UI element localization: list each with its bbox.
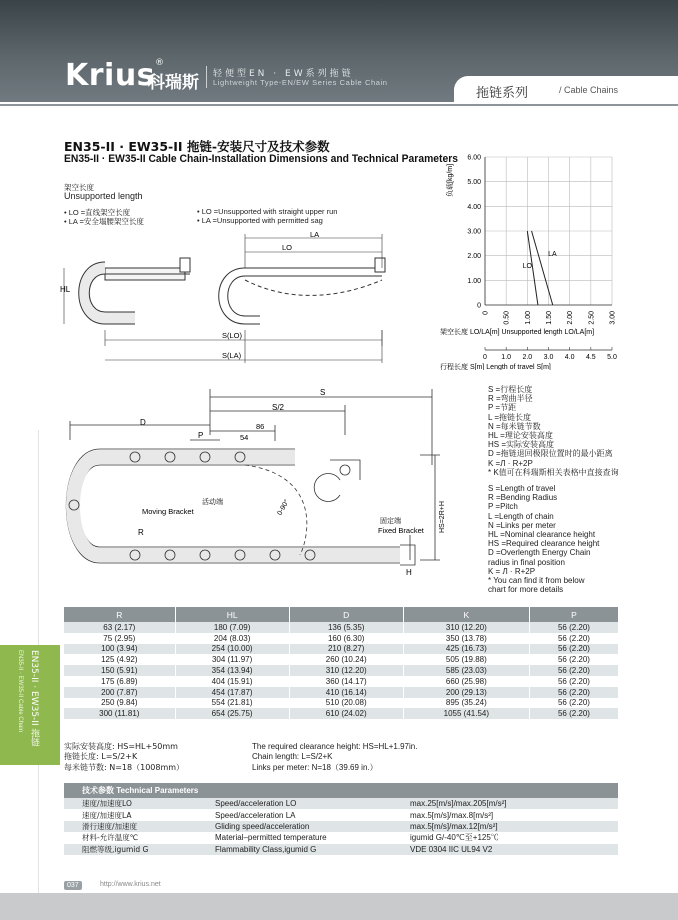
chart-x-tick: 1.00 xyxy=(524,311,532,325)
table-cell: igumid G/-40℃至+125℃ xyxy=(410,833,499,843)
table-cell: 125 (4.92) xyxy=(64,654,175,665)
table-cell: 260 (10.24) xyxy=(289,654,403,665)
chart-x-tick: 2.00 xyxy=(567,311,575,325)
legend-row: K = Л · R+2P xyxy=(488,566,536,576)
dim-d: D xyxy=(140,418,146,427)
dim-p: P xyxy=(198,431,204,440)
table-row xyxy=(64,708,618,719)
table-row xyxy=(64,665,618,676)
table-cell: 304 (11.97) xyxy=(175,654,289,665)
notes-cn xyxy=(64,742,184,773)
note-en-1: The required clearance height: HS=HL+1.97in. xyxy=(252,742,418,751)
table-row xyxy=(64,622,618,633)
brand-name-cn: 科瑞斯 xyxy=(148,73,199,93)
table-row xyxy=(64,798,618,809)
header-rule xyxy=(0,104,678,106)
note-cn-3: 每米链节数: N=18（1008mm） xyxy=(64,762,185,772)
legend-row: chart for more details xyxy=(488,585,564,595)
table-cell: Material–permitted temperature xyxy=(215,833,327,843)
table-cell: 56 (2.20) xyxy=(529,622,618,633)
chart-y-tick: 0 xyxy=(477,302,481,310)
table-cell: 354 (13.94) xyxy=(175,665,289,676)
dim-86: 86 xyxy=(256,422,265,431)
table-cell: 410 (16.14) xyxy=(289,687,403,698)
category-tab xyxy=(454,76,678,104)
krius-logo: Krius® xyxy=(65,58,165,93)
chart-ylabel: 负载[kg/m] xyxy=(447,163,454,197)
s-lo-label: S(LO) xyxy=(222,331,243,340)
table-cell: 速度/加速度LA xyxy=(82,810,132,820)
chart-x2-tick: 4.5 xyxy=(585,354,596,361)
chart-series-group xyxy=(523,231,557,305)
table-cell: 56 (2.20) xyxy=(529,708,618,719)
dimension-table xyxy=(64,607,618,719)
table-row xyxy=(64,821,618,832)
chart-x-tick: 0.50 xyxy=(503,311,511,325)
table-cell: 254 (10.00) xyxy=(175,644,289,655)
legend-row: HS =实际安装高度 xyxy=(488,440,555,450)
legend-row: D =拖链退回极限位置时的最小距离 xyxy=(488,449,613,459)
table-cell: VDE 0304 IIC UL94 V2 xyxy=(392,844,618,855)
dimension-table-body xyxy=(64,622,618,719)
legend-row: N =每米链节数 xyxy=(488,421,541,431)
legend-row: L =Length of chain xyxy=(488,511,554,521)
chart-x2-tick: 1.0 xyxy=(501,354,512,361)
side-tab-en: EN35-II · EW35-II Cable Chain xyxy=(17,650,23,733)
table-row xyxy=(64,844,618,855)
table-row xyxy=(64,676,618,687)
technical-parameters-body xyxy=(64,798,618,855)
dimension-header-cell: HL xyxy=(175,607,289,622)
table-cell: 阻燃等级,igumid G xyxy=(64,844,197,855)
table-cell: 505 (19.88) xyxy=(403,654,529,665)
legend-row: P =Pitch xyxy=(488,502,518,512)
legend-row: K =Л · R+2P xyxy=(488,458,533,468)
note-cn-1: 实际安装高度: HS=HL+50mm xyxy=(64,742,178,751)
series-title-en: Lightweight Type-EN/EW Series Cable Chain xyxy=(213,78,388,87)
chart-y-tick: 2.00 xyxy=(467,253,481,261)
table-cell: 56 (2.20) xyxy=(529,654,618,665)
table-cell: 63 (2.17) xyxy=(64,622,175,633)
definition-lo-en: • LO =Unsupported with straight upper run xyxy=(197,207,338,216)
legend-row: L =拖链长度 xyxy=(488,412,532,422)
table-cell: 654 (25.75) xyxy=(175,708,289,719)
s-la-label: S(LA) xyxy=(222,351,242,360)
table-cell: 200 (7.87) xyxy=(64,687,175,698)
series-title-cn: 轻便型EN · EW系列拖链 xyxy=(213,69,354,79)
table-cell: 610 (24.02) xyxy=(289,708,403,719)
table-row xyxy=(64,832,618,843)
technical-parameters-table xyxy=(64,783,618,855)
note-en-2: Chain length: L=S/2+K xyxy=(252,752,333,762)
chart-x2label: 行程长度 S[m] Length of travel S[m] xyxy=(440,364,551,370)
chart-x2-tick: 2.0 xyxy=(522,354,533,361)
dim-s2: S/2 xyxy=(272,403,285,412)
legend-row: D =Overlength Energy Chain xyxy=(488,548,591,558)
table-cell: 速度/加速度LO xyxy=(64,798,197,809)
dim-54: 54 xyxy=(240,433,249,442)
footer-band xyxy=(0,893,678,920)
table-cell: 425 (16.73) xyxy=(403,644,529,655)
table-cell: 150 (5.91) xyxy=(64,665,175,676)
chart-x-tick: 1.50 xyxy=(546,311,553,325)
category-tab-en: / Cable Chains xyxy=(559,85,619,95)
table-cell: 350 (13.78) xyxy=(403,633,529,644)
unsupported-length-cn: 架空长度 xyxy=(64,183,94,192)
definition-la-en: • LA =Unsupported with permitted sag xyxy=(197,216,323,225)
table-row xyxy=(64,687,618,698)
fixed-bracket-cn: 固定端 xyxy=(380,518,401,525)
hl-label: HL xyxy=(60,285,71,294)
table-cell: 660 (25.98) xyxy=(403,676,529,687)
side-tab-cn: EN35-II · EW35-II 拖链 xyxy=(29,650,39,747)
table-cell: 210 (8.27) xyxy=(289,644,403,655)
chart-series-label: LA xyxy=(548,251,557,258)
table-cell: Flammability Class,igumid G xyxy=(197,844,392,855)
technical-parameters-header: 技术参数 Technical Parameters xyxy=(64,783,618,798)
legend-row: * K值可在科瑞斯相关表格中直接查询 xyxy=(488,467,619,477)
table-cell: 310 (12.20) xyxy=(289,665,403,676)
definition-la-cn: • LA =安全塌腰架空长度 xyxy=(64,217,144,226)
table-cell: 滑行速度/加速度 xyxy=(64,821,197,832)
legend-row: P =节距 xyxy=(488,403,517,413)
table-cell: 1055 (41.54) xyxy=(403,708,529,719)
category-tab-cn: 拖链系列 xyxy=(476,86,529,101)
dimension-header-cell: K xyxy=(403,607,529,622)
fixed-bracket-en: Fixed Bracket xyxy=(378,526,424,535)
table-cell: 160 (6.30) xyxy=(289,633,403,644)
legend-row: S =Length of travel xyxy=(488,484,556,493)
chart-x2-tick: 5.0 xyxy=(607,354,617,361)
table-row xyxy=(64,698,618,709)
moving-bracket-cn: 活动端 xyxy=(202,499,223,506)
legend-row: HL =Nominal clearance height xyxy=(488,530,596,540)
table-cell: 895 (35.24) xyxy=(403,698,529,709)
table-cell: 136 (5.35) xyxy=(289,622,403,633)
chart-x-tick: 0 xyxy=(482,311,490,315)
table-cell: Gliding speed/acceleration xyxy=(197,821,392,832)
angle-label: 0-90° xyxy=(276,498,291,517)
table-cell: max.5[m/s]/max.12[m/s²] xyxy=(392,821,618,832)
symbol-legend-cn xyxy=(488,385,619,477)
table-cell: 56 (2.20) xyxy=(529,644,618,655)
table-cell: 56 (2.20) xyxy=(529,633,618,644)
note-en-3: Links per meter: N=18（39.69 in.） xyxy=(252,762,378,772)
unsupported-length-en: Unsupported length xyxy=(64,191,143,201)
notes-en xyxy=(252,742,417,773)
table-cell: 56 (2.20) xyxy=(529,687,618,698)
dimension-table-header xyxy=(64,607,618,622)
chart-y-tick: 6.00 xyxy=(467,154,481,162)
table-cell: Speed/acceleration LA xyxy=(215,810,296,820)
legend-row: R =弯曲半径 xyxy=(488,394,533,404)
legend-row: R =Bending Radius xyxy=(488,493,558,503)
moving-bracket-en: Moving Bracket xyxy=(142,507,194,516)
table-cell: 404 (15.91) xyxy=(175,676,289,687)
header-divider xyxy=(206,66,207,88)
dimension-header-cell: R xyxy=(64,607,175,622)
table-cell: 510 (20.08) xyxy=(289,698,403,709)
table-cell: 310 (12.20) xyxy=(403,622,529,633)
dim-r: R xyxy=(138,528,144,537)
table-cell: 56 (2.20) xyxy=(529,665,618,676)
legend-row: S =行程长度 xyxy=(488,385,533,394)
page-number: 037 xyxy=(64,881,82,890)
legend-row: HL =理论安装高度 xyxy=(488,431,553,441)
table-cell: 175 (6.89) xyxy=(64,676,175,687)
table-cell: 585 (23.03) xyxy=(403,665,529,676)
definition-lo-cn: • LO =直线架空长度 xyxy=(64,208,131,217)
table-cell: 360 (14.17) xyxy=(289,676,403,687)
chart-series-line xyxy=(532,231,553,305)
dim-hs: HS=2R+H xyxy=(439,501,446,533)
chart-x-tick: 2.50 xyxy=(588,311,596,325)
lo-label: LO xyxy=(282,243,293,252)
table-cell: 554 (21.81) xyxy=(175,698,289,709)
legend-row: * You can find it from below xyxy=(488,576,585,586)
dim-s: S xyxy=(320,388,326,397)
legend-row: radius in final position xyxy=(488,557,565,567)
table-cell: 300 (11.81) xyxy=(64,708,175,719)
chart-x2-tick: 3.0 xyxy=(543,354,554,361)
chart-x-tick: 3.00 xyxy=(609,311,617,325)
table-cell: 454 (17.87) xyxy=(175,687,289,698)
table-cell: Speed/acceleration LO xyxy=(197,798,392,809)
table-cell: max.25[m/s]/max.205[m/s²] xyxy=(392,798,618,809)
table-cell: 180 (7.09) xyxy=(175,622,289,633)
table-row xyxy=(64,654,618,665)
legend-row: N =Links per meter xyxy=(488,520,556,530)
chart-y-tick: 3.00 xyxy=(467,228,481,236)
table-cell: 材料-允许温度℃ xyxy=(82,833,139,843)
table-cell: 56 (2.20) xyxy=(529,676,618,687)
chart-y-tick: 5.00 xyxy=(467,179,481,187)
legend-row: HS =Required clearance height xyxy=(488,539,600,549)
dimension-header-cell: P xyxy=(529,607,618,622)
table-cell: 56 (2.20) xyxy=(529,698,618,709)
table-cell: max.5[m/s]/max.8[m/s²] xyxy=(410,810,494,820)
page-title-cn: EN35-II · EW35-II 拖链-安装尺寸及技术参数 xyxy=(64,139,330,154)
chart-x2-tick: 0 xyxy=(483,354,487,361)
table-cell: 100 (3.94) xyxy=(64,644,175,655)
la-label: LA xyxy=(310,230,320,239)
load-chart xyxy=(440,150,630,370)
chart-xlabel: 架空长度 LO/LA[m] Unsupported length LO/LA[m] xyxy=(440,329,595,336)
chart-series-label: LO xyxy=(522,263,532,270)
chart-y-tick: 1.00 xyxy=(467,277,481,285)
chart-x2-tick: 4.0 xyxy=(564,354,575,361)
page-header xyxy=(0,0,678,102)
table-cell: 250 (9.84) xyxy=(64,698,175,709)
footer-url[interactable]: http://www.krius.net xyxy=(100,881,161,888)
installation-drawing xyxy=(60,385,465,595)
table-cell: 75 (2.95) xyxy=(64,633,175,644)
chart-y-tick: 4.00 xyxy=(467,203,481,211)
table-cell: 204 (8.03) xyxy=(175,633,289,644)
table-row xyxy=(64,809,618,820)
page-title-en: EN35-II · EW35-II Cable Chain-Installation Dimensions and Technical Parameters xyxy=(64,153,458,165)
dim-h: H xyxy=(406,568,412,577)
unsupported-length-drawing xyxy=(60,228,390,373)
dimension-header-cell: D xyxy=(289,607,403,622)
table-row xyxy=(64,644,618,655)
table-row xyxy=(64,633,618,644)
symbol-legend-en xyxy=(488,484,599,594)
table-cell: 200 (29.13) xyxy=(403,687,529,698)
note-cn-2: 拖链长度: L=S/2+K xyxy=(64,752,138,762)
